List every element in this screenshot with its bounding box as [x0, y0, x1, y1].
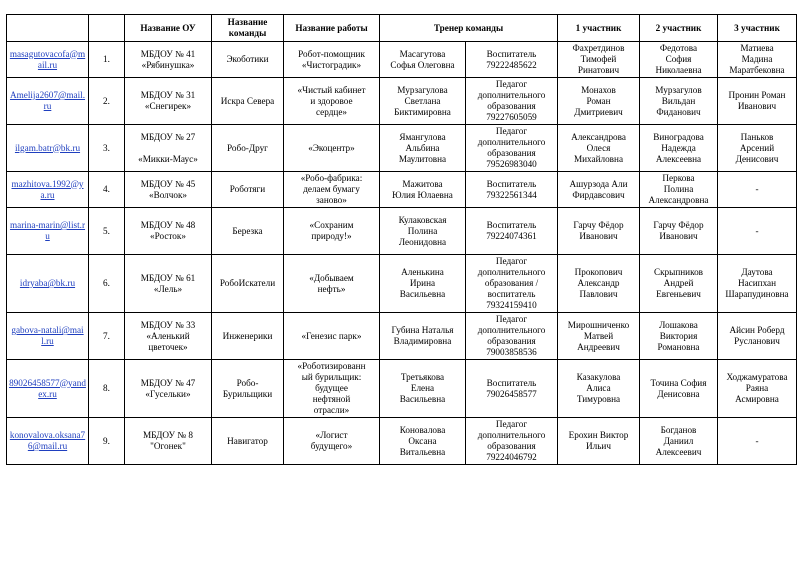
row-number: 1. — [89, 42, 125, 78]
work-cell: «Робо-фабрика: делаем бумагу заново» — [284, 172, 380, 208]
email-cell — [7, 42, 89, 78]
participant2-cell: Мурзагулов Вильдан Фиданович — [640, 78, 718, 125]
work-cell: Робот-помощник «Чистоградик» — [284, 42, 380, 78]
coach-name-cell: Коновалова Оксана Витальевна — [380, 418, 466, 465]
email-cell — [7, 313, 89, 360]
school-cell: МБДОУ № 41 «Рябинушка» — [125, 42, 212, 78]
participant3-header: 3 участник — [718, 15, 797, 42]
school-header: Название ОУ — [125, 15, 212, 42]
email-cell — [7, 418, 89, 465]
participant2-header: 2 участник — [640, 15, 718, 42]
email-cell — [7, 360, 89, 418]
email-link[interactable]: marina-marin@list.ru — [9, 220, 86, 241]
table-row — [7, 78, 797, 125]
coach-name-cell: Ямангулова Альбина Маулитовна — [380, 125, 466, 172]
email-cell — [7, 208, 89, 255]
participant1-header: 1 участник — [558, 15, 640, 42]
coach-role-cell: Педагог дополнительного образования 79227605059 — [466, 78, 558, 125]
email-link[interactable]: ilgam.batr@bk.ru — [14, 142, 81, 153]
table-row — [7, 255, 797, 313]
coach-name-cell: Аленькина Ирина Васильевна — [380, 255, 466, 313]
work-cell: «Генезис парк» — [284, 313, 380, 360]
row-number: 3. — [89, 125, 125, 172]
coach-role-cell: Воспитатель 79224074361 — [466, 208, 558, 255]
participant1-cell: Гарчу Фёдор Иванович — [558, 208, 640, 255]
team-cell: Экоботики — [212, 42, 284, 78]
work-header: Название работы — [284, 15, 380, 42]
email-link[interactable]: masagutovacofa@mail.ru — [9, 48, 86, 70]
work-cell: «Логист будущего» — [284, 418, 380, 465]
coach-name-cell: Кулаковская Полина Леонидовна — [380, 208, 466, 255]
participant3-cell: Матиева Мадина Маратбековна — [718, 42, 797, 78]
team-header: Название команды — [212, 15, 284, 42]
participant2-cell: Богданов Даниил Алексеевич — [640, 418, 718, 465]
coach-role-cell: Педагог дополнительного образования 79224046792 — [466, 418, 558, 465]
participant2-cell: Точина София Денисовна — [640, 360, 718, 418]
participant3-cell: - — [718, 172, 797, 208]
coach-name-cell: Губина Наталья Владимировна — [380, 313, 466, 360]
header-row — [7, 15, 797, 42]
coach-role-cell: Педагог дополнительного образования / воспитатель 79324159410 — [466, 255, 558, 313]
school-cell: МБДОУ № 61 «Лель» — [125, 255, 212, 313]
email-link[interactable]: Amelija2607@mail.ru — [9, 90, 86, 111]
team-cell: Инженерики — [212, 313, 284, 360]
coach-role-cell: Педагог дополнительного образования 79526983040 — [466, 125, 558, 172]
participant2-cell: Лошакова Виктория Романовна — [640, 313, 718, 360]
row-number: 8. — [89, 360, 125, 418]
coach-name-cell: Мурзагулова Светлана Биктимировна — [380, 78, 466, 125]
team-cell: Роботяги — [212, 172, 284, 208]
participant1-cell: Ашурзода Али Фирдавсович — [558, 172, 640, 208]
table-row — [7, 125, 797, 172]
work-cell: «Экоцентр» — [284, 125, 380, 172]
team-cell: Робо-Друг — [212, 125, 284, 172]
email-cell — [7, 125, 89, 172]
participant2-cell: Гарчу Фёдор Иванович — [640, 208, 718, 255]
row-number: 6. — [89, 255, 125, 313]
school-cell: МБДОУ № 48 «Росток» — [125, 208, 212, 255]
table-row — [7, 208, 797, 255]
table-row — [7, 42, 797, 78]
coach-role-cell: Педагог дополнительного образования 79003858536 — [466, 313, 558, 360]
row-number: 9. — [89, 418, 125, 465]
participant3-cell: Пронин Роман Иванович — [718, 78, 797, 125]
row-number: 7. — [89, 313, 125, 360]
table-row — [7, 418, 797, 465]
row-number: 5. — [89, 208, 125, 255]
email-cell — [7, 78, 89, 125]
team-cell: Березка — [212, 208, 284, 255]
participant1-cell: Мирошниченко Матвей Андреевич — [558, 313, 640, 360]
participant2-cell: Федотова София Николаевна — [640, 42, 718, 78]
email-link[interactable]: idryaba@bk.ru — [19, 278, 76, 288]
coach-role-cell: Воспитатель 79322561344 — [466, 172, 558, 208]
coach-name-cell: Масагутова Софья Олеговна — [380, 42, 466, 78]
participant2-cell: Скрыпников Андрей Евгеньевич — [640, 255, 718, 313]
participant1-cell: Александрова Олеся Михайловна — [558, 125, 640, 172]
row-number: 4. — [89, 172, 125, 208]
participant1-cell: Ерохин Виктор Ильич — [558, 418, 640, 465]
coach-role-cell: Воспитатель 79222485622 — [466, 42, 558, 78]
coach-name-cell: Третьякова Елена Васильевна — [380, 360, 466, 418]
team-cell: РобоИскатели — [212, 255, 284, 313]
team-cell: Искра Севера — [212, 78, 284, 125]
school-cell: МБДОУ № 47 «Гусельки» — [125, 360, 212, 418]
team-cell: Робо- Бурильщики — [212, 360, 284, 418]
work-cell: «Чистый кабинет и здоровое сердце» — [284, 78, 380, 125]
school-cell: МБДОУ № 45 «Волчок» — [125, 172, 212, 208]
participant2-cell: Перкова Полина Александровна — [640, 172, 718, 208]
coach-name-cell: Мажитова Юлия Юлаевна — [380, 172, 466, 208]
table-row — [7, 172, 797, 208]
participants-table — [6, 14, 797, 465]
team-cell: Навигатор — [212, 418, 284, 465]
school-cell: МБДОУ № 8 "Огонек" — [125, 418, 212, 465]
row-number: 2. — [89, 78, 125, 125]
work-cell: «Сохраним природу!» — [284, 208, 380, 255]
table-row — [7, 360, 797, 418]
email-link[interactable]: konovalova.oksana76@mail.ru — [9, 430, 86, 451]
school-cell: МБДОУ № 33 «Аленький цветочек» — [125, 313, 212, 360]
email-link[interactable]: mazhitova.1992@ya.ru — [11, 178, 84, 200]
participant1-cell: Монахов Роман Дмитриевич — [558, 78, 640, 125]
table-row — [7, 313, 797, 360]
participant3-cell: Паньков Арсений Денисович — [718, 125, 797, 172]
number-header — [89, 15, 125, 42]
coach-header: Тренер команды — [380, 15, 558, 42]
participant3-cell: Ходжамуратова Раяна Асмировна — [718, 360, 797, 418]
work-cell: «Роботизированн ый бурильщик: будущее нефтяной отрасли» — [284, 360, 380, 418]
email-header — [7, 15, 89, 42]
participant1-cell: Казакулова Алиса Тимуровна — [558, 360, 640, 418]
participant1-cell: Прокопович Александр Павлович — [558, 255, 640, 313]
school-cell: МБДОУ № 27 «Микки-Маус» — [125, 125, 212, 172]
participant1-cell: Фахретдинов Тимофей Ринатович — [558, 42, 640, 78]
work-cell: «Добываем нефть» — [284, 255, 380, 313]
participant3-cell: - — [718, 208, 797, 255]
participant3-cell: Айсин Роберд Русланович — [718, 313, 797, 360]
email-cell — [7, 172, 89, 208]
participant2-cell: Виноградова Надежда Алексеевна — [640, 125, 718, 172]
school-cell: МБДОУ № 31 «Снегирек» — [125, 78, 212, 125]
participant3-cell: - — [718, 418, 797, 465]
email-link[interactable]: 89026458577@yandex.ru — [9, 377, 86, 399]
email-link[interactable]: gabova-natali@mail.ru — [11, 325, 84, 346]
email-cell — [7, 255, 89, 313]
coach-role-cell: Воспитатель 79026458577 — [466, 360, 558, 418]
participant3-cell: Даутова Насипхан Шарапудиновна — [718, 255, 797, 313]
